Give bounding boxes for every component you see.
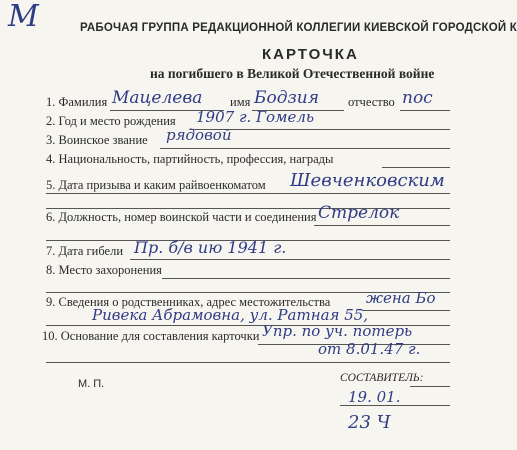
- field-1-value: Мацелева: [112, 88, 203, 108]
- field-3-line: [160, 148, 450, 149]
- name-value: Бодзия: [254, 88, 319, 108]
- compiler-label: СОСТАВИТЕЛЬ:: [340, 372, 424, 384]
- field-10-line-2: [46, 362, 450, 363]
- card-number: 23 Ч: [348, 412, 391, 433]
- field-2-value: 1907 г. Гомель: [196, 108, 315, 126]
- corner-mark: M: [8, 0, 39, 34]
- organization-header: РАБОЧАЯ ГРУППА РЕДАКЦИОННОЙ КОЛЛЕГИИ КИЕВСКОЙ ГОРОДСКОЙ К: [80, 22, 517, 34]
- field-10-value: Упр. по уч. потерь: [262, 322, 413, 340]
- compiled-date: 19. 01.: [348, 388, 401, 406]
- field-7-label: 7. Дата гибели: [46, 244, 124, 258]
- field-6-label: 6. Должность, номер воинской части и соединения: [46, 210, 317, 224]
- field-7-line: [130, 259, 450, 260]
- field-9-value: жена Бо: [366, 289, 436, 307]
- patronymic-line: [400, 110, 450, 111]
- field-6-line: [314, 225, 450, 226]
- field-10-value-2: от 8.01.47 г.: [318, 340, 421, 358]
- field-5-line: [288, 193, 450, 194]
- patronymic-value: пос: [402, 88, 433, 108]
- field-7-value: Пр. б/в ию 1941 г.: [134, 238, 287, 257]
- field-5-value: Шевченковским: [290, 170, 445, 191]
- seal-place-label: М. П.: [78, 378, 105, 390]
- patronymic-label: отчество: [348, 95, 395, 109]
- field-4-line: [382, 167, 450, 168]
- field-1-label: 1. Фамилия: [46, 95, 108, 109]
- field-8-line: [162, 278, 450, 279]
- field-3-label: 3. Воинское звание: [46, 133, 148, 147]
- name-label: имя: [230, 95, 251, 109]
- field-3-value: рядовой: [166, 126, 232, 144]
- field-4-label: 4. Национальность, партийность, профессия, награды: [46, 152, 334, 166]
- field-9-line: [362, 310, 450, 311]
- field-10-label: 10. Основание для составления карточки: [42, 329, 260, 343]
- compiler-line: [410, 386, 450, 387]
- field-5-label: 5. Дата призыва и каким райвоенкоматом: [46, 178, 266, 192]
- field-8-label: 8. Место захоронения: [46, 263, 162, 277]
- field-9-label: 9. Сведения о родственниках, адрес местожительства: [46, 295, 331, 309]
- card-subtitle: на погибшего в Великой Отечественной войне: [150, 66, 435, 81]
- field-9-value-2: Ривека Абрамовна, ул. Ратная 55,: [92, 306, 369, 324]
- field-6-value: Стрелок: [318, 203, 400, 223]
- field-2-label: 2. Год и место рождения: [46, 114, 176, 128]
- card-title: КАРТОЧКА: [262, 46, 359, 63]
- date-line: [340, 405, 450, 406]
